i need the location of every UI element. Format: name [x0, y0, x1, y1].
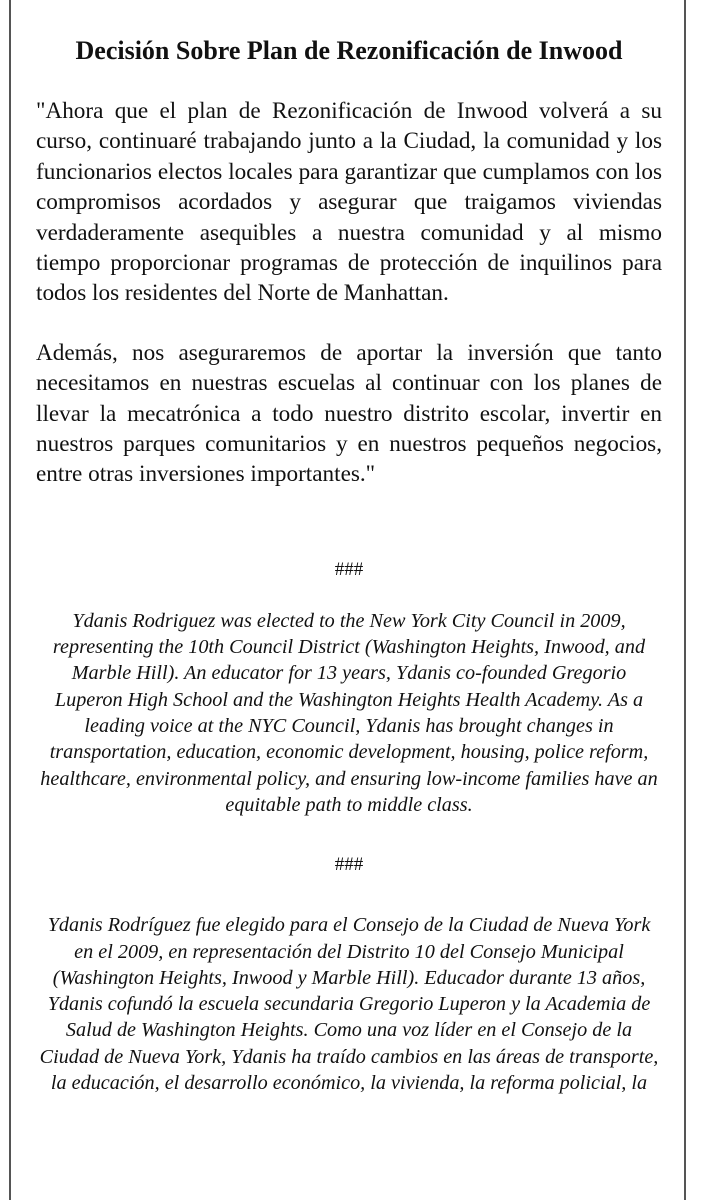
section-separator-2: ###: [334, 854, 364, 876]
bio-spanish: Ydanis Rodríguez fue elegido para el Consejo de la Ciudad de Nueva York en el 2009, en representación del Distrito 10 del Consejo Municipal (Washington Heights, Inwood y Marble Hill). Educador durante 13 años, Ydanis cofundó la escuela secundaria Gregorio Luperon y la Academia de Salud de Washington Heights. Como una voz líder en el Consejo de la Ciudad de Nueva York, Ydanis ha traído cambios en las áreas de transporte, la educación, el desarrollo económico, la vivienda, la reforma policial, la: [39, 914, 659, 1095]
quote-paragraph-2: Además, nos aseguraremos de aportar la inversión que tanto necesitamos en nuestras escuelas al continuar con los planes de llevar la mecatrónica a todo nuestro distrito escolar, invertir en nuestros parques comunitarios y en nuestros pequeños negocios, entre otras inversiones importantes.": [36, 339, 662, 488]
document-title: Decisión Sobre Plan de Rezonificación de Inwood: [75, 36, 623, 65]
quote-paragraph-1: "Ahora que el plan de Rezonificación de Inwood volverá a su curso, continuaré trabajando junto a la Ciudad, la comunidad y los funcionarios electos locales para garantizar que cumplamos con los compromisos acordados y asegurar que traigamos viviendas verdaderamente asequibles a nuestra comunidad y al mismo tiempo proporcionar programas de protección de inquilinos para todos los residentes del Norte de Manhattan.: [36, 98, 662, 307]
right-border-line: [684, 0, 686, 1200]
left-border-line: [9, 0, 11, 1200]
section-separator-1: ###: [334, 558, 364, 580]
bio-english: Ydanis Rodriguez was elected to the New York City Council in 2009, representing the 10th Council District (Washington Heights, Inwood, and Marble Hill). An educator for 13 years, Ydanis co-founded Gregorio Luperon High School and the Washington Heights Health Academy. As a leading voice at the NYC Council, Ydanis has brought changes in transportation, education, economic development, housing, police reform, healthcare, environmental policy, and ensuring low-income families have an equitable path to middle class.: [40, 609, 658, 816]
document-body: [36, 34, 662, 1096]
